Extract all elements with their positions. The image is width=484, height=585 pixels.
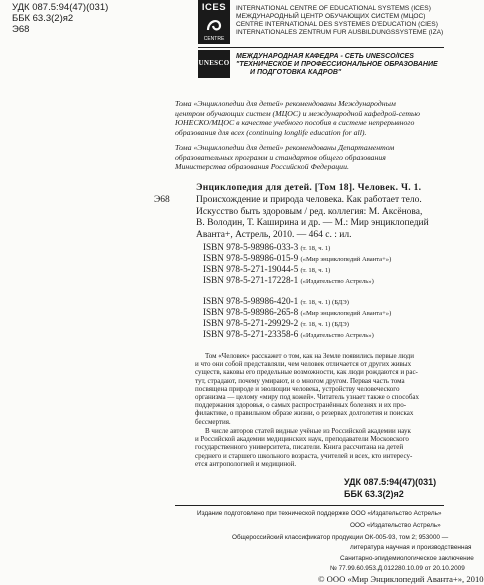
copyright: © ООО «Мир Энциклопедий Аванта+», 2010 [318,574,484,584]
note1-line: образования для всех (continuing longlife education for all). [175,127,367,137]
annotation-line: тут, страдают, почему умирают, и о многом другом. Первая часть тома [195,376,405,385]
annotation-line: государственного университета, писатели. Книга рассчитана на детей [195,443,404,452]
annotation-line: В числе авторов статей видные учёные из Российской академии наук [205,427,411,435]
note2-line: образовательных программ и стандартов общего образования [175,152,386,162]
udk-code: УДК 087.5:94(47)(031) [12,2,109,13]
imprint-line: Общероссийский классификатор продукции ОК-005-93, том 2; 953000 — [232,534,449,541]
annotation-line: ется антропологией и медициной. [195,459,297,468]
ices-line: МЕЖДУНАРОДНЫЙ ЦЕНТР ОБУЧАЮЩИХ СИСТЕМ (МЦОС) [236,13,426,20]
ices-line: INTERNATIONAL CENTRE OF EDUCATIONAL SYSTEMS (ICES) [236,5,431,12]
imprint-line: ООО «Издательство Астрель» [350,522,441,529]
isbn-line: ISBN 978-5-98986-420-1 (т. 18, ч. 1) (БДЭ) [203,296,349,306]
isbn-line: ISBN 978-5-271-23358-6 («Издательство Астрель») [203,329,374,339]
imprint-line: № 77.99.60.953.Д.012280.10.09 от 20.10.2009 [330,565,465,572]
isbn-line: ISBN 978-5-98986-015-9 («Мир энциклопедий Аванта+») [203,253,392,263]
unesco-line: И ПОДГОТОВКА КАДРОВ" [250,69,342,76]
author-mark: Э68 [12,24,30,35]
unesco-line: МЕЖДУНАРОДНАЯ КАФЕДРА - СЕТЬ UNESCO/ICES [236,53,414,60]
note1-line: Тома «Энциклопедии для детей» рекомендованы Международным [175,99,396,108]
ices-logo-sub: CENTRE [203,36,225,42]
ices-logo [198,0,230,44]
ices-logo-label: ICES [201,2,227,13]
annotation-line: существ, каковы его предельные возможности, как люди рождаются и рас- [195,368,418,377]
note2-line: Тома «Энциклопедии для детей» рекомендованы Департаментом [175,143,395,152]
annotation-line: поддержания здоровья, о самых распространённых болезнях и их про- [195,401,407,410]
catalog-line: В. Володин, Т. Каширина и др. — М.: Мир энциклопедий [196,218,429,228]
imprint-line: Издание подготовлено при технической поддержке ООО «Издательство Астрель» [197,510,442,517]
note1-line: ЮНЕСКО/МЦОС в качестве учебного пособия в системе непрерывного [175,118,415,127]
annotation-line: и Российской академии медицинских наук, преподаватели Московского [195,435,409,444]
annotation-line: посвящена природе и эволюции человека, устройству человеческого [195,384,400,393]
ices-swirl-icon [205,14,223,34]
unesco-logo-label: UNESCO [198,59,230,67]
unesco-logo [198,50,230,78]
annotation-line: организма — целому «миру под кожей». Читатель узнает также о способах [195,393,419,401]
isbn-line: ISBN 978-5-271-19044-5 (т. 18, ч. 1) [203,264,331,274]
catalog-line: Аванта+, Астрель, 2010. — 464 с. : ил. [196,229,352,240]
bbk-code: ББК 63.3(2)я2 [12,13,74,24]
catalog-title: Энциклопедия для детей. [Том 18]. Человек. Ч. 1. [196,183,422,193]
imprint-line: литература научная и производственная [350,544,472,551]
annotation-line: Том «Человек» расскажет о том, как на Земле появились первые люди [205,352,414,360]
annotation-line: бессмертия. [195,417,231,426]
ices-line: CENTRE INTERNATIONAL DES SYSTEMES D'EDUCATION (CIES) [236,21,438,28]
catalog-code: Э68 [154,195,170,205]
bbk-code-right: ББК 63.3(2)я2 [344,489,404,499]
imprint-divider [175,505,444,506]
udk-code-right: УДК 087.5:94(47)(031) [344,477,437,487]
isbn-line: ISBN 978-5-98986-265-8 («Мир энциклопедий Аванта+») [203,307,392,317]
note1-line: центром обучающих систем (МЦОС) и международной кафедрой-сетью [175,108,421,118]
note2-line: Министерства образования Российской Федерации. [175,162,349,171]
ices-line: INTERNATIONALES ZENTRUM FUR AUSBILDUNGSSYSTEME (IZA) [236,29,444,36]
header-divider [198,47,444,48]
catalog-line: Происхождение и природа человека. Как работает тело. [196,195,422,205]
imprint-line: Санитарно-эпидемиологическое заключение [340,555,474,562]
isbn-line: ISBN 978-5-271-17228-1 («Издательство Астрель») [203,275,374,285]
isbn-line: ISBN 978-5-98986-033-3 (т. 18, ч. 1) [203,242,331,252]
annotation-line: среднего и старшего школьного возраста, учителей и всех, кто интересу- [195,451,413,460]
isbn-line: ISBN 978-5-271-29929-2 (т. 18, ч. 1) (БДЭ) [203,318,349,328]
annotation-line: филактике, о правильном образе жизни, о резервах долголетия и поисках [195,409,414,418]
annotation-line: и что они собой представляли, чем человек отличается от других живых [195,360,412,369]
unesco-line: "ТЕХНИЧЕСКОЕ И ПРОФЕССИОНАЛЬНОЕ ОБРАЗОВАНИЕ [236,61,438,68]
catalog-line: Искусство быть здоровым / ред. коллегия: М. Аксёнова, [196,206,423,217]
